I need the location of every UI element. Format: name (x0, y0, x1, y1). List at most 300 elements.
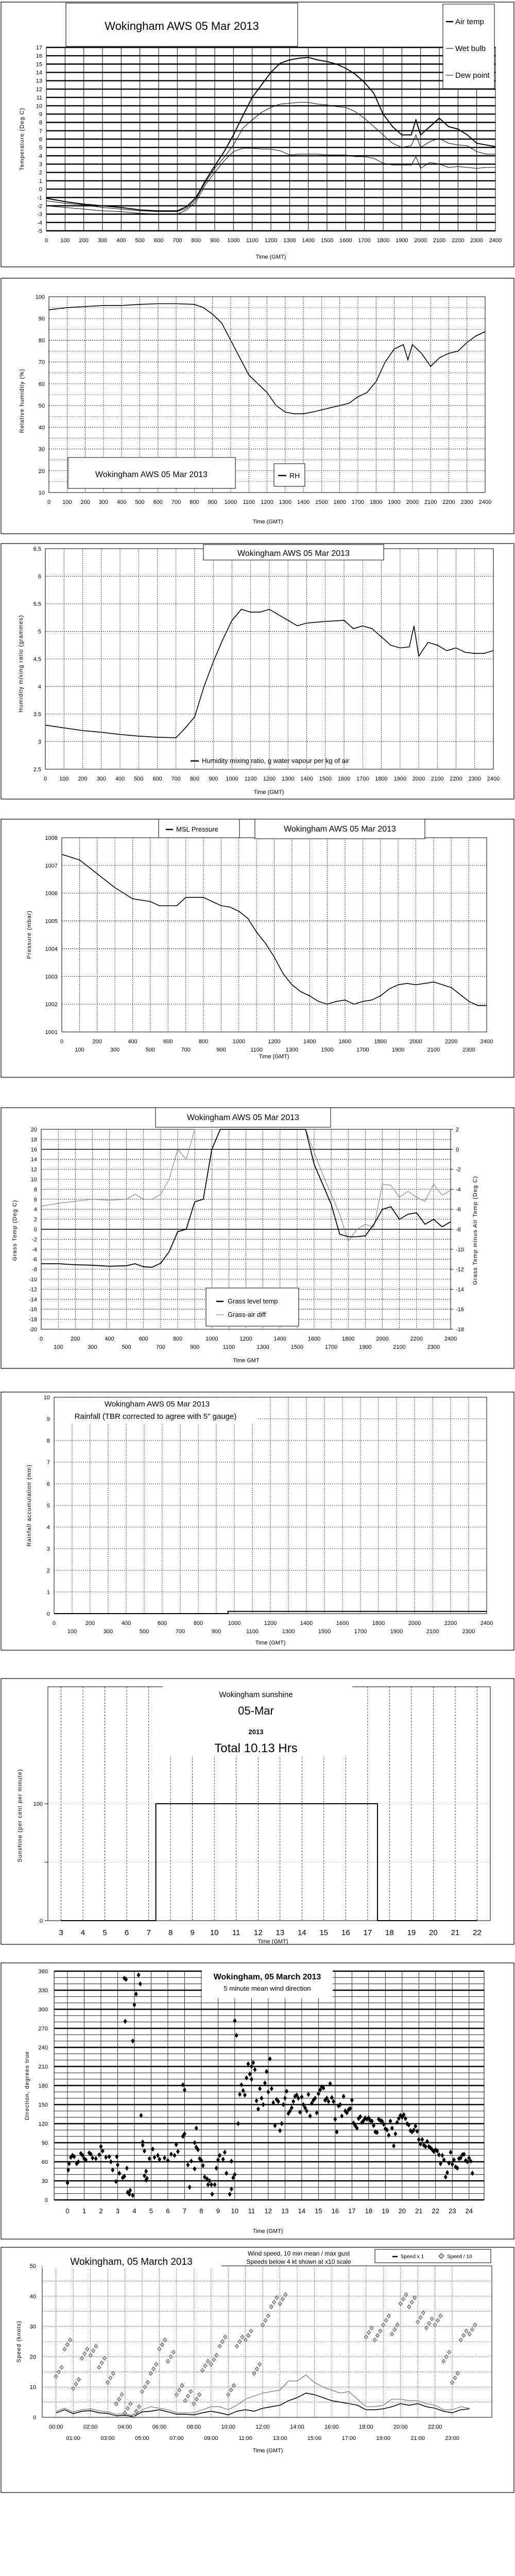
x-tick-label: 2200 (452, 238, 465, 244)
x-tick-label: 3 (115, 2207, 120, 2215)
x-tick-label: 2400 (480, 1039, 493, 1045)
x-tick-label: 1900 (388, 499, 401, 505)
y-tick-label: 17 (36, 45, 42, 51)
x-tick-label: 2000 (409, 1039, 422, 1045)
y-axis-label: Temperature (Deg C) (19, 107, 25, 171)
y-tick-label: 60 (41, 2159, 48, 2165)
x-tick-label: 400 (115, 776, 125, 782)
x-tick-label: 1200 (261, 499, 273, 505)
y-tick-label: 16 (30, 1146, 37, 1153)
x-tick-label: 14 (297, 1928, 306, 1937)
x-tick-label: 17:00 (341, 2435, 356, 2442)
x-tick-label: 600 (163, 1039, 173, 1045)
y-tick-label: 0 (33, 1227, 37, 1233)
x-axis-label: Time (GMT) (252, 519, 283, 525)
x-tick-label: 600 (152, 776, 162, 782)
x-tick-label: 3 (59, 1928, 63, 1937)
x-tick-label: 500 (122, 1344, 131, 1350)
x-tick-label: 1800 (376, 238, 390, 244)
y-tick-label: 4 (39, 153, 42, 160)
x-tick-label: 2000 (408, 1620, 421, 1626)
y-tick-label: 1 (39, 178, 42, 184)
y-right-tick-label: 0 (456, 1146, 459, 1153)
x-tick-label: 16:00 (324, 2424, 339, 2430)
y-tick-label: 14 (30, 1157, 37, 1163)
x-tick-label: 600 (157, 1620, 167, 1626)
x-tick-label: 2400 (444, 1336, 457, 1342)
x-tick-label: 13 (281, 2207, 289, 2215)
x-tick-label: 1500 (318, 1629, 331, 1635)
x-tick-label: 13 (276, 1928, 285, 1937)
y-tick-label: 90 (41, 2140, 48, 2146)
x-tick-label: 400 (128, 1039, 138, 1045)
x-tick-label: 1800 (370, 499, 383, 505)
x-tick-label: 1400 (303, 1039, 316, 1045)
x-tick-label: 1100 (246, 238, 259, 244)
x-tick-label: 1000 (205, 1336, 218, 1342)
x-tick-label: 19 (407, 1928, 416, 1937)
x-tick-label: 21:00 (410, 2435, 425, 2442)
y-tick-label: 12 (36, 86, 42, 93)
x-tick-label: 1800 (372, 1620, 385, 1626)
x-tick-label: 7 (146, 1928, 151, 1937)
x-tick-label: 1600 (337, 776, 351, 782)
x-tick-label: 200 (92, 1039, 102, 1045)
y-axis-label: Sunshine (per cent per minute) (17, 1769, 23, 1862)
y-axis-label: Pressure (mbar) (26, 910, 32, 959)
chart-date: 05-Mar (238, 1704, 274, 1717)
y-tick-label: 100 (35, 294, 45, 300)
chart-subtitle: 5 minute mean wind direction (224, 1985, 311, 1992)
y-tick-label: 300 (38, 2007, 48, 2013)
x-tick-label: 14:00 (290, 2424, 304, 2430)
x-tick-label: 1500 (320, 238, 334, 244)
y-tick-label: 60 (38, 381, 45, 387)
x-tick-label: 1400 (302, 238, 315, 244)
y-tick-label: 30 (38, 446, 45, 453)
y-right-tick-label: -10 (456, 1246, 464, 1253)
chart-subtitle: Rainfall (TBR corrected to agree with 5" gauge) (74, 1412, 237, 1421)
y-tick-label: 180 (38, 2083, 48, 2089)
x-tick-label: 20 (429, 1928, 438, 1937)
x-tick-label: 2300 (462, 1047, 475, 1053)
x-tick-label: 1000 (232, 1039, 245, 1045)
x-tick-label: 20 (398, 2207, 406, 2215)
y-tick-label: 11 (36, 95, 42, 101)
x-tick-label: 10 (210, 1928, 219, 1937)
x-tick-label: 1500 (321, 1047, 334, 1053)
x-tick-label: 1700 (324, 1344, 338, 1350)
x-tick-label: 100 (59, 776, 69, 782)
y-axis-label: Speed (knots) (16, 2320, 22, 2363)
x-tick-label: 9 (216, 2207, 220, 2215)
y-tick-label: -6 (32, 1257, 37, 1263)
x-tick-label: 600 (153, 499, 163, 505)
x-tick-label: 8 (199, 2207, 203, 2215)
x-tick-label: 13:00 (272, 2435, 287, 2442)
y-tick-label: 2.5 (33, 767, 41, 773)
grass-temp-chart-panel (0, 1107, 515, 1369)
y-tick-label: 6.5 (33, 546, 41, 552)
x-tick-label: 900 (211, 1629, 221, 1635)
x-tick-label: 300 (103, 1629, 113, 1635)
y-tick-label: -5 (37, 228, 42, 234)
y-tick-label: 2 (39, 170, 42, 176)
x-tick-label: 09:00 (204, 2435, 218, 2442)
x-axis-label: Time (GMT) (252, 2448, 283, 2454)
y-tick-label: 3.5 (33, 711, 41, 718)
x-tick-label: 21 (451, 1928, 460, 1937)
x-tick-label: 1700 (354, 1629, 367, 1635)
chart-title: Wokingham AWS 05 Mar 2013 (284, 825, 396, 834)
x-tick-label: 1900 (359, 1344, 372, 1350)
x-tick-label: 15:00 (307, 2435, 322, 2442)
x-tick-label: 200 (78, 776, 88, 782)
y-tick-label: 330 (38, 1988, 48, 1994)
x-tick-label: 1400 (273, 1336, 286, 1342)
y-axis-label: Humidity mixing ratio (grammes) (18, 615, 24, 713)
x-tick-label: 2200 (445, 1039, 458, 1045)
x-tick-label: 100 (60, 238, 70, 244)
x-tick-label: 1600 (339, 238, 352, 244)
x-tick-label: 800 (190, 499, 199, 505)
x-tick-label: 15 (315, 2207, 322, 2215)
x-tick-label: 800 (193, 1620, 203, 1626)
chart-title: Wokingham AWS 05 Mar 2013 (105, 20, 259, 32)
x-tick-label: 2000 (376, 1336, 389, 1342)
x-tick-label: 1700 (351, 499, 365, 505)
y-tick-label: -4 (37, 219, 42, 226)
legend-label: Humidity mixing ratio, g water vapour per kg of air (202, 757, 350, 765)
y-tick-label: 16 (36, 53, 42, 60)
rainfall-chart (0, 1391, 515, 1651)
x-tick-label: 1300 (282, 1629, 295, 1635)
y-tick-label: -3 (37, 211, 42, 218)
x-tick-label: 0 (44, 238, 48, 244)
y-tick-label: 4.5 (33, 656, 41, 663)
x-tick-label: 07:00 (169, 2435, 184, 2442)
y-tick-label: 210 (38, 2064, 48, 2070)
y-tick-label: 3 (38, 739, 41, 745)
x-tick-label: 300 (96, 776, 106, 782)
x-tick-label: 1700 (358, 238, 371, 244)
x-tick-label: 1100 (250, 1047, 263, 1053)
y-tick-label: 5 (39, 145, 42, 151)
x-tick-label: 400 (105, 1336, 114, 1342)
temperature-chart-panel (0, 1, 515, 268)
y-tick-label: 150 (38, 2102, 48, 2108)
y-tick-label: 5 (46, 1503, 50, 1509)
title-mask (202, 1966, 333, 1998)
x-tick-label: 2000 (406, 499, 419, 505)
x-tick-label: 12:00 (255, 2424, 270, 2430)
x-tick-label: 2100 (393, 1344, 406, 1350)
y-tick-label: 50 (38, 403, 45, 410)
y-tick-label: 50 (29, 2263, 36, 2269)
x-tick-label: 18 (385, 1928, 394, 1937)
chart-title: Wokingham AWS 05 Mar 2013 (187, 1113, 299, 1122)
x-tick-label: 900 (210, 238, 220, 244)
y-tick-label: 1004 (45, 946, 58, 953)
y-right-tick-label: -12 (456, 1266, 464, 1273)
y-axis-label: Direction, degrees true (24, 2050, 30, 2121)
x-tick-label: 100 (53, 1344, 63, 1350)
x-tick-label: 900 (209, 776, 218, 782)
x-tick-label: 800 (190, 776, 200, 782)
x-tick-label: 0 (52, 1620, 56, 1626)
y-tick-label: 10 (38, 490, 45, 496)
x-tick-label: 1200 (263, 776, 276, 782)
y-tick-label: 1006 (45, 890, 58, 897)
x-tick-label: 18 (365, 2207, 373, 2215)
y-right-tick-label: -8 (456, 1227, 461, 1233)
y-tick-label: -2 (37, 203, 42, 210)
x-tick-label: 2300 (427, 1344, 440, 1350)
rainfall-chart-panel (0, 1391, 515, 1651)
y-tick-label: 40 (29, 2293, 36, 2300)
pressure-chart-panel (0, 818, 515, 1078)
x-tick-label: 700 (171, 776, 181, 782)
x-tick-label: 1600 (338, 1039, 352, 1045)
x-tick-label: 1600 (336, 1620, 349, 1626)
legend-label: Speed x 1 (401, 2254, 424, 2260)
chart-subtitle: Wind speed, 10 min mean / max gust (247, 2250, 350, 2257)
x-tick-label: 600 (153, 238, 164, 244)
x-tick-label: 900 (190, 1344, 200, 1350)
x-tick-label: 300 (98, 499, 109, 505)
legend-label: Air temp (455, 18, 484, 26)
y-right-tick-label: 2 (456, 1127, 459, 1133)
x-tick-label: 05:00 (135, 2435, 149, 2442)
x-tick-label: 5 (149, 2207, 153, 2215)
x-tick-label: 2100 (431, 776, 444, 782)
x-tick-label: 500 (134, 776, 144, 782)
x-axis-label: Time (GMT) (253, 789, 284, 795)
x-tick-label: 1900 (393, 776, 406, 782)
x-tick-label: 22 (432, 2207, 440, 2215)
y-right-tick-label: -2 (456, 1166, 461, 1173)
x-tick-label: 200 (85, 1620, 95, 1626)
x-tick-label: 500 (135, 238, 145, 244)
y-tick-label: 10 (30, 1177, 37, 1183)
x-tick-label: 2200 (450, 776, 462, 782)
chart-title: Wokingham AWS 05 Mar 2013 (104, 1400, 210, 1409)
sunshine-chart (0, 1677, 515, 1945)
y-tick-label: 6 (38, 573, 41, 580)
x-tick-label: 1300 (282, 776, 295, 782)
x-tick-label: 5 (102, 1928, 107, 1937)
x-tick-label: 1900 (390, 1629, 403, 1635)
y-tick-label: 20 (30, 1127, 37, 1133)
x-tick-label: 0 (39, 1336, 43, 1342)
x-tick-label: 2300 (462, 1629, 475, 1635)
y-tick-label: 6 (46, 1481, 50, 1487)
mixing-ratio-chart (0, 543, 515, 800)
y-tick-label: 70 (38, 359, 45, 366)
x-tick-label: 100 (67, 1629, 77, 1635)
y-tick-label: 40 (38, 425, 45, 431)
x-tick-label: 700 (175, 1629, 185, 1635)
x-tick-label: 18:00 (359, 2424, 373, 2430)
wind-speed-chart (0, 2246, 515, 2494)
x-tick-label: 100 (75, 1047, 84, 1053)
x-tick-label: 1200 (268, 1039, 281, 1045)
y-tick-label: 10 (43, 1395, 50, 1401)
x-axis-label: Time (GMT) (255, 254, 286, 260)
y-tick-label: 240 (38, 2045, 48, 2051)
x-tick-label: 10:00 (221, 2424, 236, 2430)
y-tick-label: 12 (30, 1166, 37, 1173)
panel-border (1, 278, 514, 534)
y-tick-label: 1002 (45, 1002, 58, 1008)
x-tick-label: 2400 (478, 499, 492, 505)
legend-label: Grass level temp (228, 1297, 278, 1305)
y-tick-label: -18 (29, 1316, 37, 1323)
y-right-tick-label: -6 (456, 1207, 461, 1213)
x-tick-label: 200 (80, 499, 90, 505)
x-tick-label: 11 (232, 1928, 241, 1937)
pressure-chart (0, 818, 515, 1078)
y-right-tick-label: -14 (456, 1286, 464, 1293)
y-tick-label: 4 (46, 1524, 50, 1531)
x-tick-label: 2400 (489, 238, 502, 244)
x-tick-label: 19:00 (376, 2435, 391, 2442)
y-tick-label: 20 (29, 2354, 36, 2361)
x-tick-label: 1000 (228, 1620, 241, 1626)
y-tick-label: 0 (39, 187, 42, 193)
x-tick-label: 1000 (224, 499, 237, 505)
legend-label: MSL Pressure (176, 825, 218, 833)
x-tick-label: 2200 (442, 499, 455, 505)
x-tick-label: 1200 (239, 1336, 252, 1342)
y-tick-label: -16 (29, 1307, 37, 1313)
x-tick-label: 1300 (283, 238, 296, 244)
x-tick-label: 11:00 (238, 2435, 253, 2442)
y-tick-label: 0 (46, 1611, 50, 1617)
humidity-chart-panel (0, 277, 515, 535)
chart-title: Wokingham, 05 March 2013 (213, 1973, 321, 1981)
x-tick-label: 0 (60, 1039, 64, 1045)
x-tick-label: 700 (173, 238, 182, 244)
x-tick-label: 7 (182, 2207, 187, 2215)
legend-box (375, 2249, 491, 2263)
y-tick-label: 1001 (45, 1029, 58, 1036)
x-axis-label: Time (GMT) (252, 2228, 283, 2234)
x-tick-label: 20:00 (393, 2424, 408, 2430)
y-tick-label: 0 (39, 1918, 43, 1924)
x-tick-label: 23:00 (445, 2435, 459, 2442)
x-tick-label: 08:00 (186, 2424, 201, 2430)
y-right-tick-label: -4 (456, 1187, 461, 1193)
x-tick-label: 900 (208, 499, 217, 505)
y-axis-label: Rainfall accumulation (mm) (26, 1464, 32, 1547)
x-tick-label: 300 (110, 1047, 120, 1053)
x-tick-label: 200 (71, 1336, 80, 1342)
y-tick-label: 2 (46, 1568, 50, 1574)
x-tick-label: 06:00 (152, 2424, 167, 2430)
x-tick-label: 0 (65, 2207, 70, 2215)
x-tick-label: 14 (298, 2207, 306, 2215)
x-tick-label: 22:00 (427, 2424, 442, 2430)
y-tick-label: 5.5 (33, 601, 41, 607)
y-right-tick-label: -18 (456, 1327, 464, 1333)
x-tick-label: 1800 (342, 1336, 355, 1342)
grass-temp-chart (0, 1107, 515, 1369)
x-tick-label: 1900 (391, 1047, 405, 1053)
x-tick-label: 800 (191, 238, 201, 244)
x-tick-label: 1700 (356, 1047, 369, 1053)
total-hours: Total 10.13 Hrs (214, 1741, 298, 1755)
x-tick-label: 500 (139, 1629, 149, 1635)
x-axis-label: Time (GMT) (255, 1640, 286, 1646)
y-right-tick-label: -16 (456, 1307, 464, 1313)
x-tick-label: 1200 (264, 1620, 277, 1626)
x-tick-label: 1600 (333, 499, 346, 505)
y-tick-label: 1 (46, 1589, 50, 1596)
x-tick-label: 2400 (480, 1620, 493, 1626)
x-tick-label: 15 (319, 1928, 329, 1937)
y-axis-label: Grass Temp minus Air Temp (Deg C) (472, 1176, 478, 1285)
x-tick-label: 4 (132, 2207, 136, 2215)
x-tick-label: 1100 (243, 499, 255, 505)
x-tick-label: 1800 (374, 1039, 387, 1045)
x-tick-label: 6 (124, 1928, 129, 1937)
y-tick-label: 10 (29, 2384, 36, 2391)
y-tick-label: -14 (29, 1296, 37, 1303)
x-tick-label: 1100 (222, 1344, 235, 1350)
x-tick-label: 1300 (279, 499, 292, 505)
legend-label: Speed / 10 (447, 2254, 472, 2260)
y-axis-label: Grass Temp (Deg C) (12, 1199, 18, 1261)
x-axis-label: Time (GMT) (258, 1939, 288, 1945)
chart-title: Wokingham sunshine (219, 1690, 293, 1699)
y-tick-label: -12 (29, 1286, 37, 1293)
x-tick-label: 1300 (256, 1344, 269, 1350)
y-tick-label: 360 (38, 1969, 48, 1975)
y-tick-label: 80 (38, 337, 45, 344)
x-axis-label: Time GMT (233, 1358, 260, 1364)
x-tick-label: 0 (43, 776, 47, 782)
chart-title: Wokingham AWS 05 Mar 2013 (95, 470, 208, 479)
x-tick-label: 2200 (444, 1620, 457, 1626)
x-tick-label: 17 (348, 2207, 356, 2215)
x-tick-label: 400 (116, 238, 126, 244)
y-tick-label: -20 (29, 1327, 37, 1333)
y-tick-label: 4 (38, 684, 41, 690)
x-tick-label: 17 (363, 1928, 372, 1937)
chart-title: Wokingham, 05 March 2013 (70, 2257, 193, 2267)
y-tick-label: 1007 (45, 862, 58, 869)
x-tick-label: 2100 (433, 238, 446, 244)
y-tick-label: 14 (36, 70, 42, 76)
y-tick-label: 7 (46, 1460, 50, 1466)
x-tick-label: 12 (253, 1928, 263, 1937)
chart-year: 2013 (248, 1728, 264, 1736)
x-tick-label: 1100 (244, 776, 257, 782)
x-tick-label: 500 (145, 1047, 156, 1053)
x-tick-label: 2 (99, 2207, 103, 2215)
y-tick-label: 3 (46, 1546, 50, 1552)
x-tick-label: 1400 (300, 1620, 313, 1626)
y-tick-label: 9 (39, 111, 42, 118)
humidity-chart (0, 277, 515, 535)
y-tick-label: -10 (29, 1277, 37, 1283)
x-tick-label: 16 (341, 1928, 350, 1937)
legend-label: Dew point (455, 71, 490, 80)
y-tick-label: 1008 (45, 835, 58, 841)
x-tick-label: 1500 (315, 499, 328, 505)
x-tick-label: 16 (331, 2207, 339, 2215)
